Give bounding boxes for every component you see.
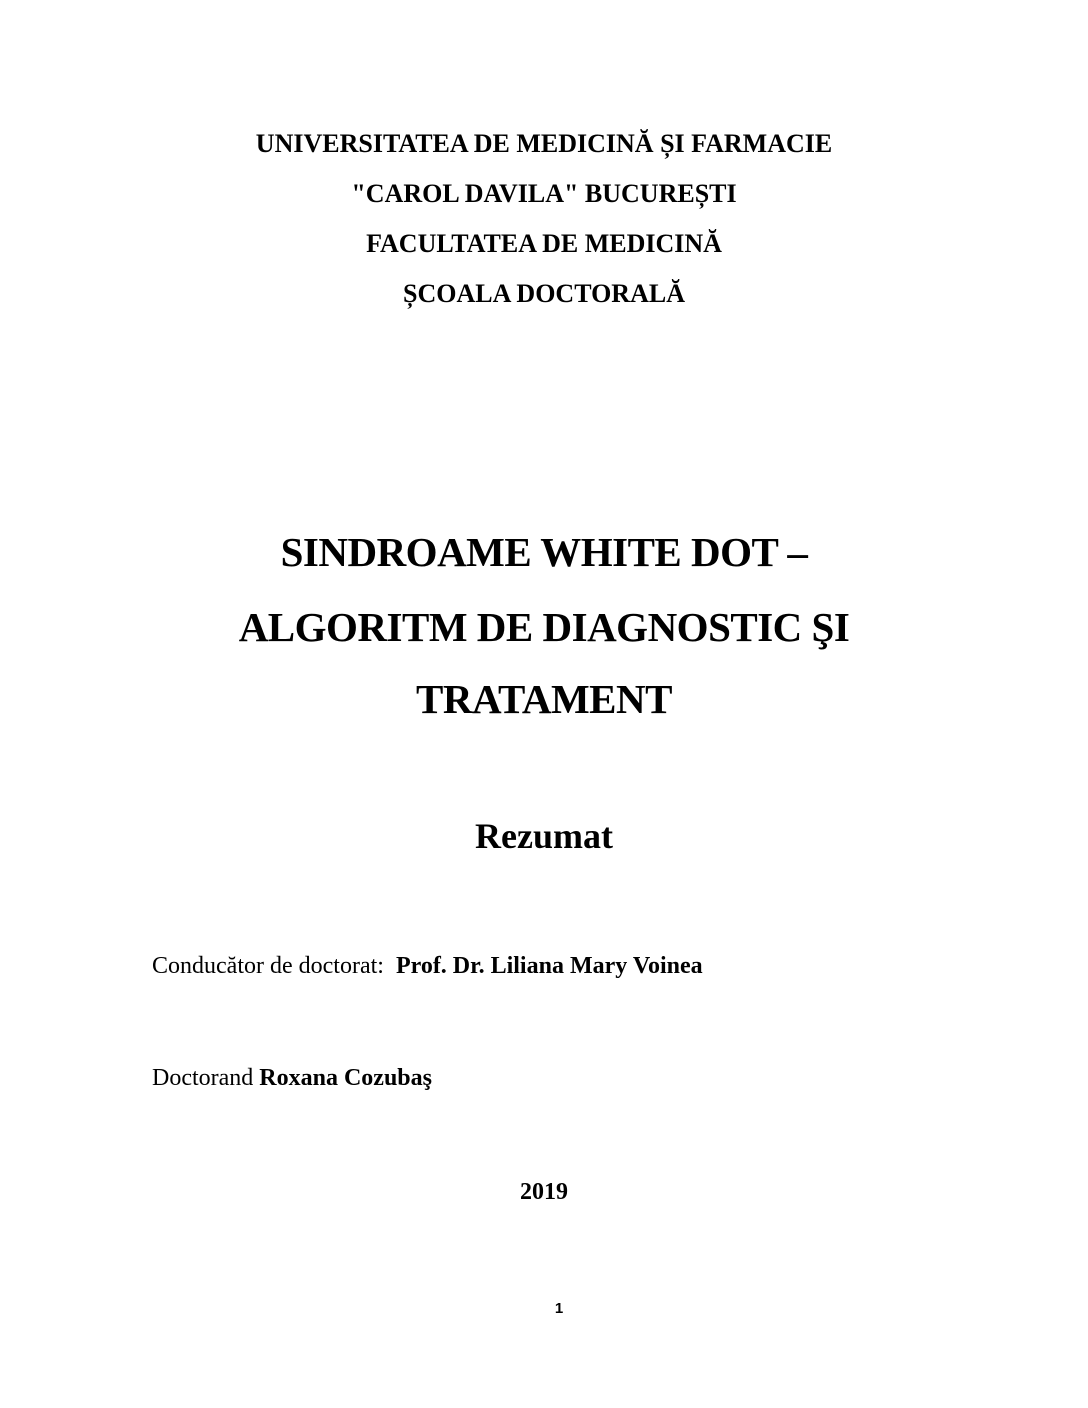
faculty-name: FACULTATEA DE MEDICINĂ	[366, 229, 722, 258]
page-number: 1	[554, 1300, 564, 1317]
supervisor-name: Prof. Dr. Liliana Mary Voinea	[395, 953, 703, 979]
university-subname: "CAROL DAVILA" BUCUREȘTI	[351, 179, 737, 208]
thesis-title-line-2: ALGORITM DE DIAGNOSTIC ŞI	[238, 604, 850, 650]
supervisor-line	[152, 951, 703, 981]
thesis-year: 2019	[520, 1179, 568, 1205]
doctoral-school-name: ȘCOALA DOCTORALĂ	[403, 279, 685, 308]
university-name: UNIVERSITATEA DE MEDICINĂ ȘI FARMACIE	[255, 129, 833, 158]
candidate-label: Doctorand	[152, 1065, 254, 1091]
supervisor-label: Conducător de doctorat:	[152, 953, 384, 979]
thesis-subtitle: Rezumat	[475, 816, 613, 856]
thesis-title-line-3: TRATAMENT	[416, 676, 672, 722]
thesis-title-line-1: SINDROAME WHITE DOT –	[280, 529, 808, 575]
candidate-line	[152, 1063, 432, 1093]
candidate-name: Roxana Cozubaş	[259, 1065, 432, 1091]
